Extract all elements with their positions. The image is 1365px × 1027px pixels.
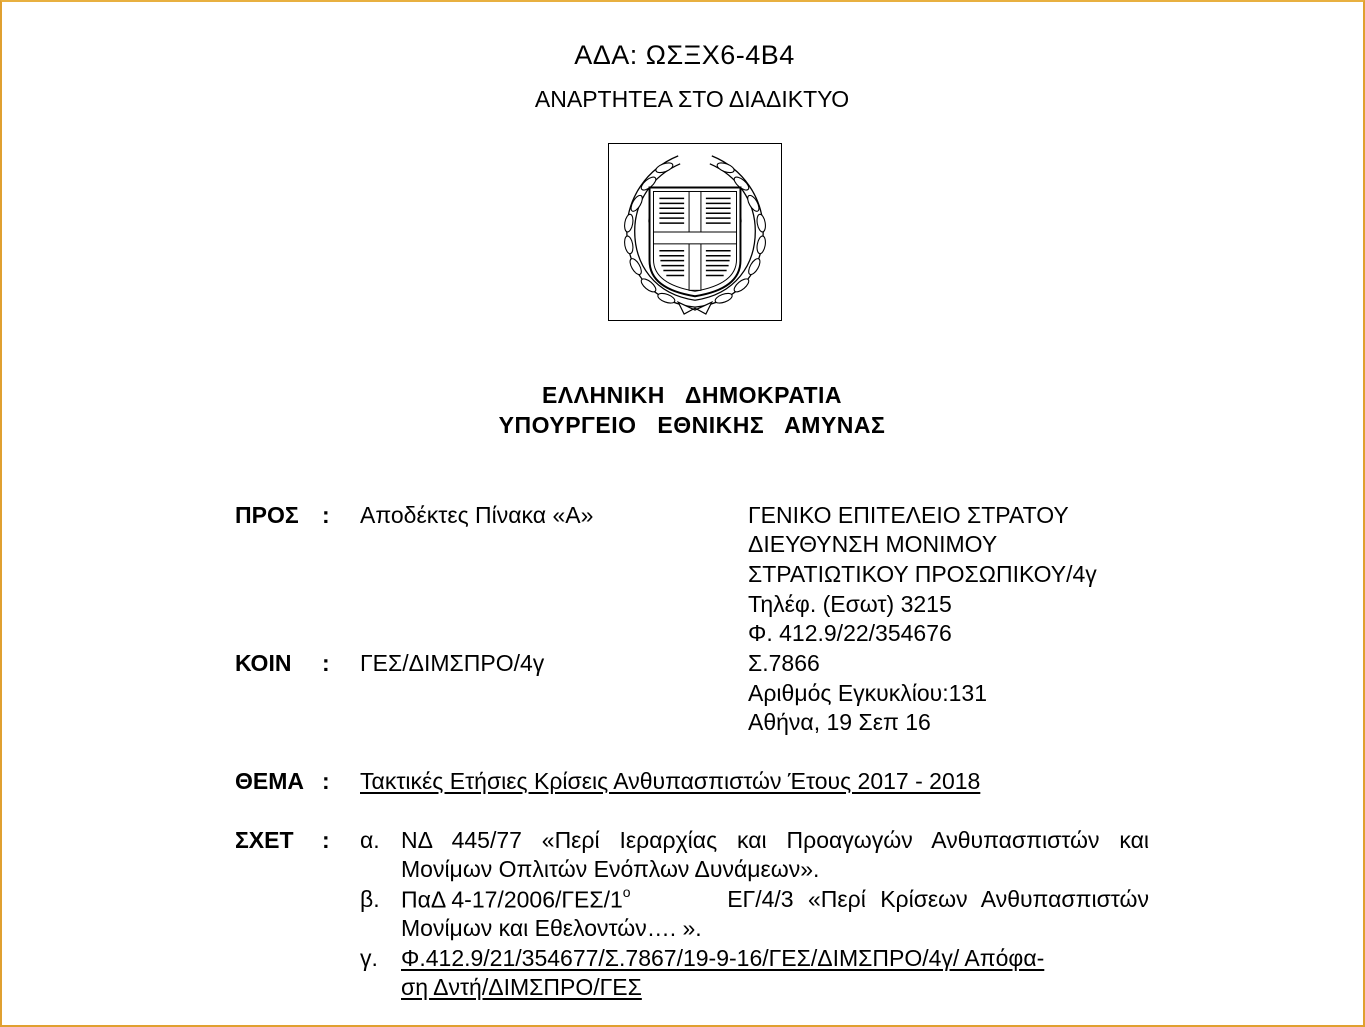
reference-b-title: ΕΓ/4/3 «Περί Κρίσεων Ανθυπασπιστών [727,886,1149,912]
sender-sigma: Σ.7866 [748,650,820,676]
reference-g-line-2: ση Δντή/ΔΙΜΣΠΡΟ/ΓΕΣ [401,974,642,1000]
reference-a-line-1: ΝΔ 445/77 «Περί Ιεραρχίας και Προαγωγών Ανθυπασπιστών και [401,827,1149,853]
sender-line-3: ΣΤΡΑΤΙΩΤΙΚΟΥ ΠΡΟΣΩΠΙΚΟΥ/4γ [748,561,1097,587]
pros-value: Αποδέκτες Πίνακα «Α» [360,502,594,528]
pros-label: ΠΡΟΣ [235,502,299,528]
subject-text: Τακτικές Ετήσιες Κρίσεις Ανθυπασπιστών Έτους 2017 - 2018 [360,768,981,794]
sender-line-1: ΓΕΝΙΚΟ ΕΠΙΤΕΛΕΙΟ ΣΤΡΑΤΟΥ [748,502,1069,528]
subject-colon: : [322,768,330,794]
koin-colon: : [322,650,330,676]
greek-coat-of-arms-icon [608,143,782,321]
reference-a-line-2: Μονίμων Οπλιτών Ενόπλων Δυνάμεων». [401,856,820,882]
sender-circular-number: Αριθμός Εγκυκλίου:131 [748,680,988,706]
publish-notice: ΑΝΑΡΤΗΤΕΑ ΣΤΟ ΔΙΑΔΙΚΤΥΟ [534,86,850,112]
reference-b-code: ΠαΔ $4-17/2006/\Gamma E\Sigma/1^o$ [401,884,631,913]
ministry-heading: ΥΠΟΥΡΓΕΙΟ ΕΘΝΙΚΗΣ ΑΜΥΝΑΣ [498,412,886,438]
reference-b-marker: β. [360,886,380,912]
sender-date: Αθήνα, 19 Σεπ 16 [748,709,931,735]
reference-a-marker: α. [360,827,380,853]
reference-b-line-2: Μονίμων και Εθελοντών…. ». [401,915,702,941]
references-label: ΣΧΕΤ [235,827,294,853]
subject-label: ΘΕΜΑ [235,768,304,794]
reference-g-line-1: Φ.412.9/21/354677/Σ.7867/19-9-16/ΓΕΣ/ΔΙΜΣΠΡΟ/4γ/ Απόφα- [401,945,1045,971]
pros-colon: : [322,502,330,528]
sender-phone: Τηλέφ. (Εσωτ) 3215 [748,591,952,617]
koin-value: ΓΕΣ/ΔΙΜΣΠΡΟ/4γ [360,650,545,676]
references-colon: : [322,827,330,853]
sender-line-2: ΔΙΕΥΘΥΝΣΗ ΜΟΝΙΜΟΥ [748,531,998,557]
country-heading: ΕΛΛΗΝΙΚΗ ΔΗΜΟΚΡΑΤΙΑ [541,382,843,408]
reference-b-line-1 [401,886,1149,914]
koin-label: ΚΟΙΝ [235,650,292,676]
reference-g-marker: γ. [360,945,378,971]
ada-number: ΑΔΑ: ΩΣΞΧ6-4Β4 [574,40,795,70]
sender-file-number: Φ. 412.9/22/354676 [748,620,952,646]
